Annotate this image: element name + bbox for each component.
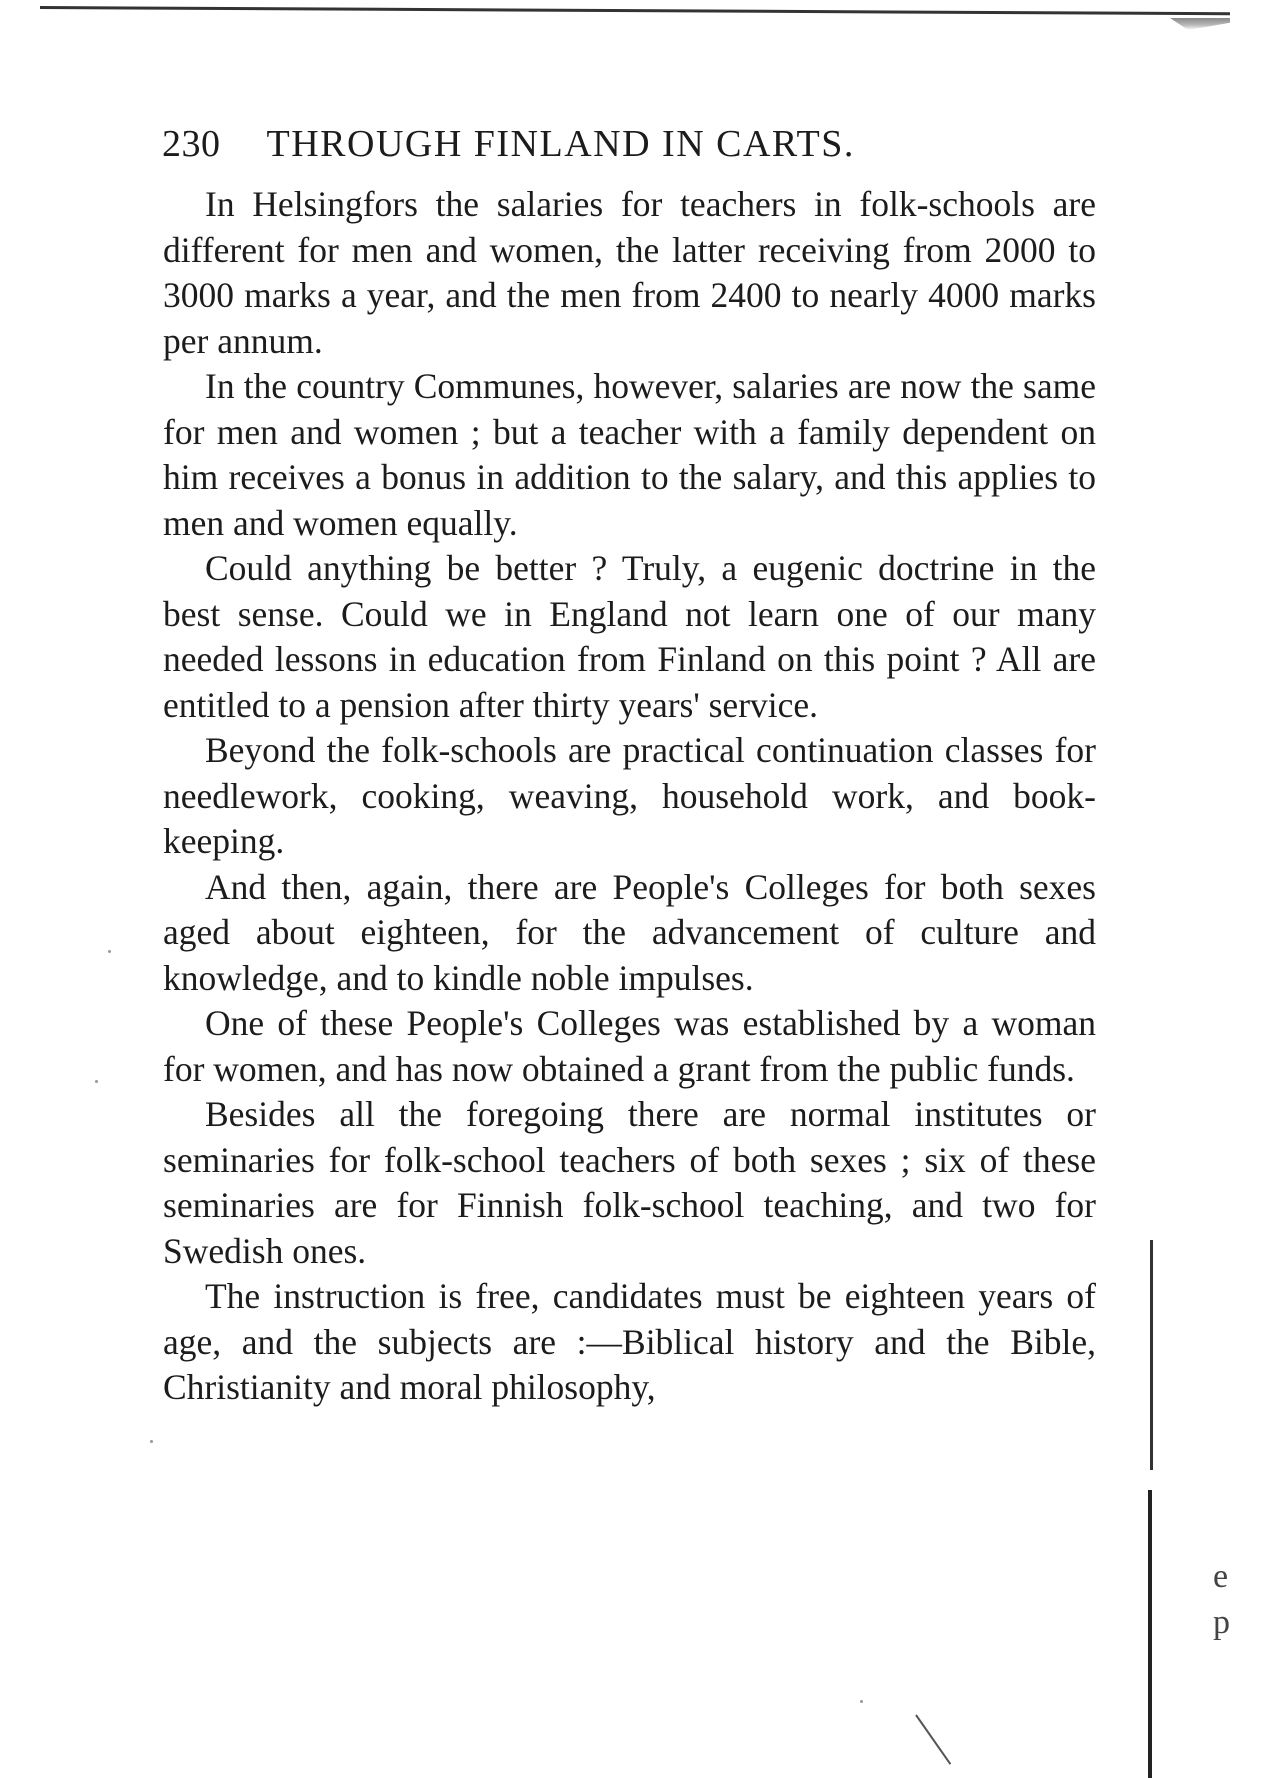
paragraph-womens-college: One of these People's Colleges was established by a woman for women, and has now obtained a grant from the public funds. — [163, 1003, 1096, 1089]
paragraph-normal-institutes: Besides all the foregoing there are normal institutes or seminaries for folk-school teachers of both sexes ; six of these seminaries are for Finnish folk-school teaching, and two for Swedish ones. — [163, 1094, 1096, 1271]
paragraph-instruction-subjects: The instruction is free, candidates must be eighteen years of age, and the subjects are :—Biblical history and the Bible, Christianity and moral philosophy, — [163, 1276, 1096, 1407]
page-edge-shadow — [1170, 18, 1230, 30]
facing-page-edge-lower — [1148, 1490, 1152, 1778]
top-rule — [40, 6, 1230, 15]
paragraph-continuation-classes: Beyond the folk-schools are practical continuation classes for needlework, cooking, weaving, household work, and book-keeping. — [163, 730, 1096, 861]
scan-speck — [95, 1080, 98, 1083]
facing-page-letter: p — [1213, 1604, 1230, 1641]
paragraph-eugenic-doctrine: Could anything be better ? Truly, a eugenic doctrine in the best sense. Could we in England not learn one of our many needed lessons in education from Finland on this point ? All are entitled to a pension after thirty years' service. — [163, 548, 1096, 725]
page-header — [162, 122, 1092, 166]
scan-stroke-mark — [915, 1714, 951, 1764]
running-title: THROUGH FINLAND IN CARTS. — [266, 123, 855, 165]
scan-speck — [108, 950, 111, 953]
text-body — [163, 182, 1096, 1411]
facing-page-edge-upper — [1150, 1240, 1153, 1470]
paragraph-peoples-colleges: And then, again, there are People's Colleges for both sexes aged about eighteen, for the advancement of culture and knowledge, and to kindle noble impulses. — [163, 866, 1096, 998]
facing-page-letter: e — [1213, 1558, 1229, 1595]
paragraph-salaries-helsingfors: In Helsingfors the salaries for teachers in folk-schools are different for men and women, the latter receiving from 2000 to 3000 marks a year, and the men from 2400 to nearly 4000 marks per annum. — [163, 184, 1096, 361]
scan-speck — [150, 1440, 153, 1443]
scan-speck — [860, 1700, 863, 1703]
paragraph-country-communes: In the country Communes, however, salaries are now the same for men and women ; but a teacher with a family dependent on him receives a bonus in addition to the salary, and this applies to men and women equally. — [163, 366, 1096, 543]
page-number: 230 — [162, 123, 221, 165]
